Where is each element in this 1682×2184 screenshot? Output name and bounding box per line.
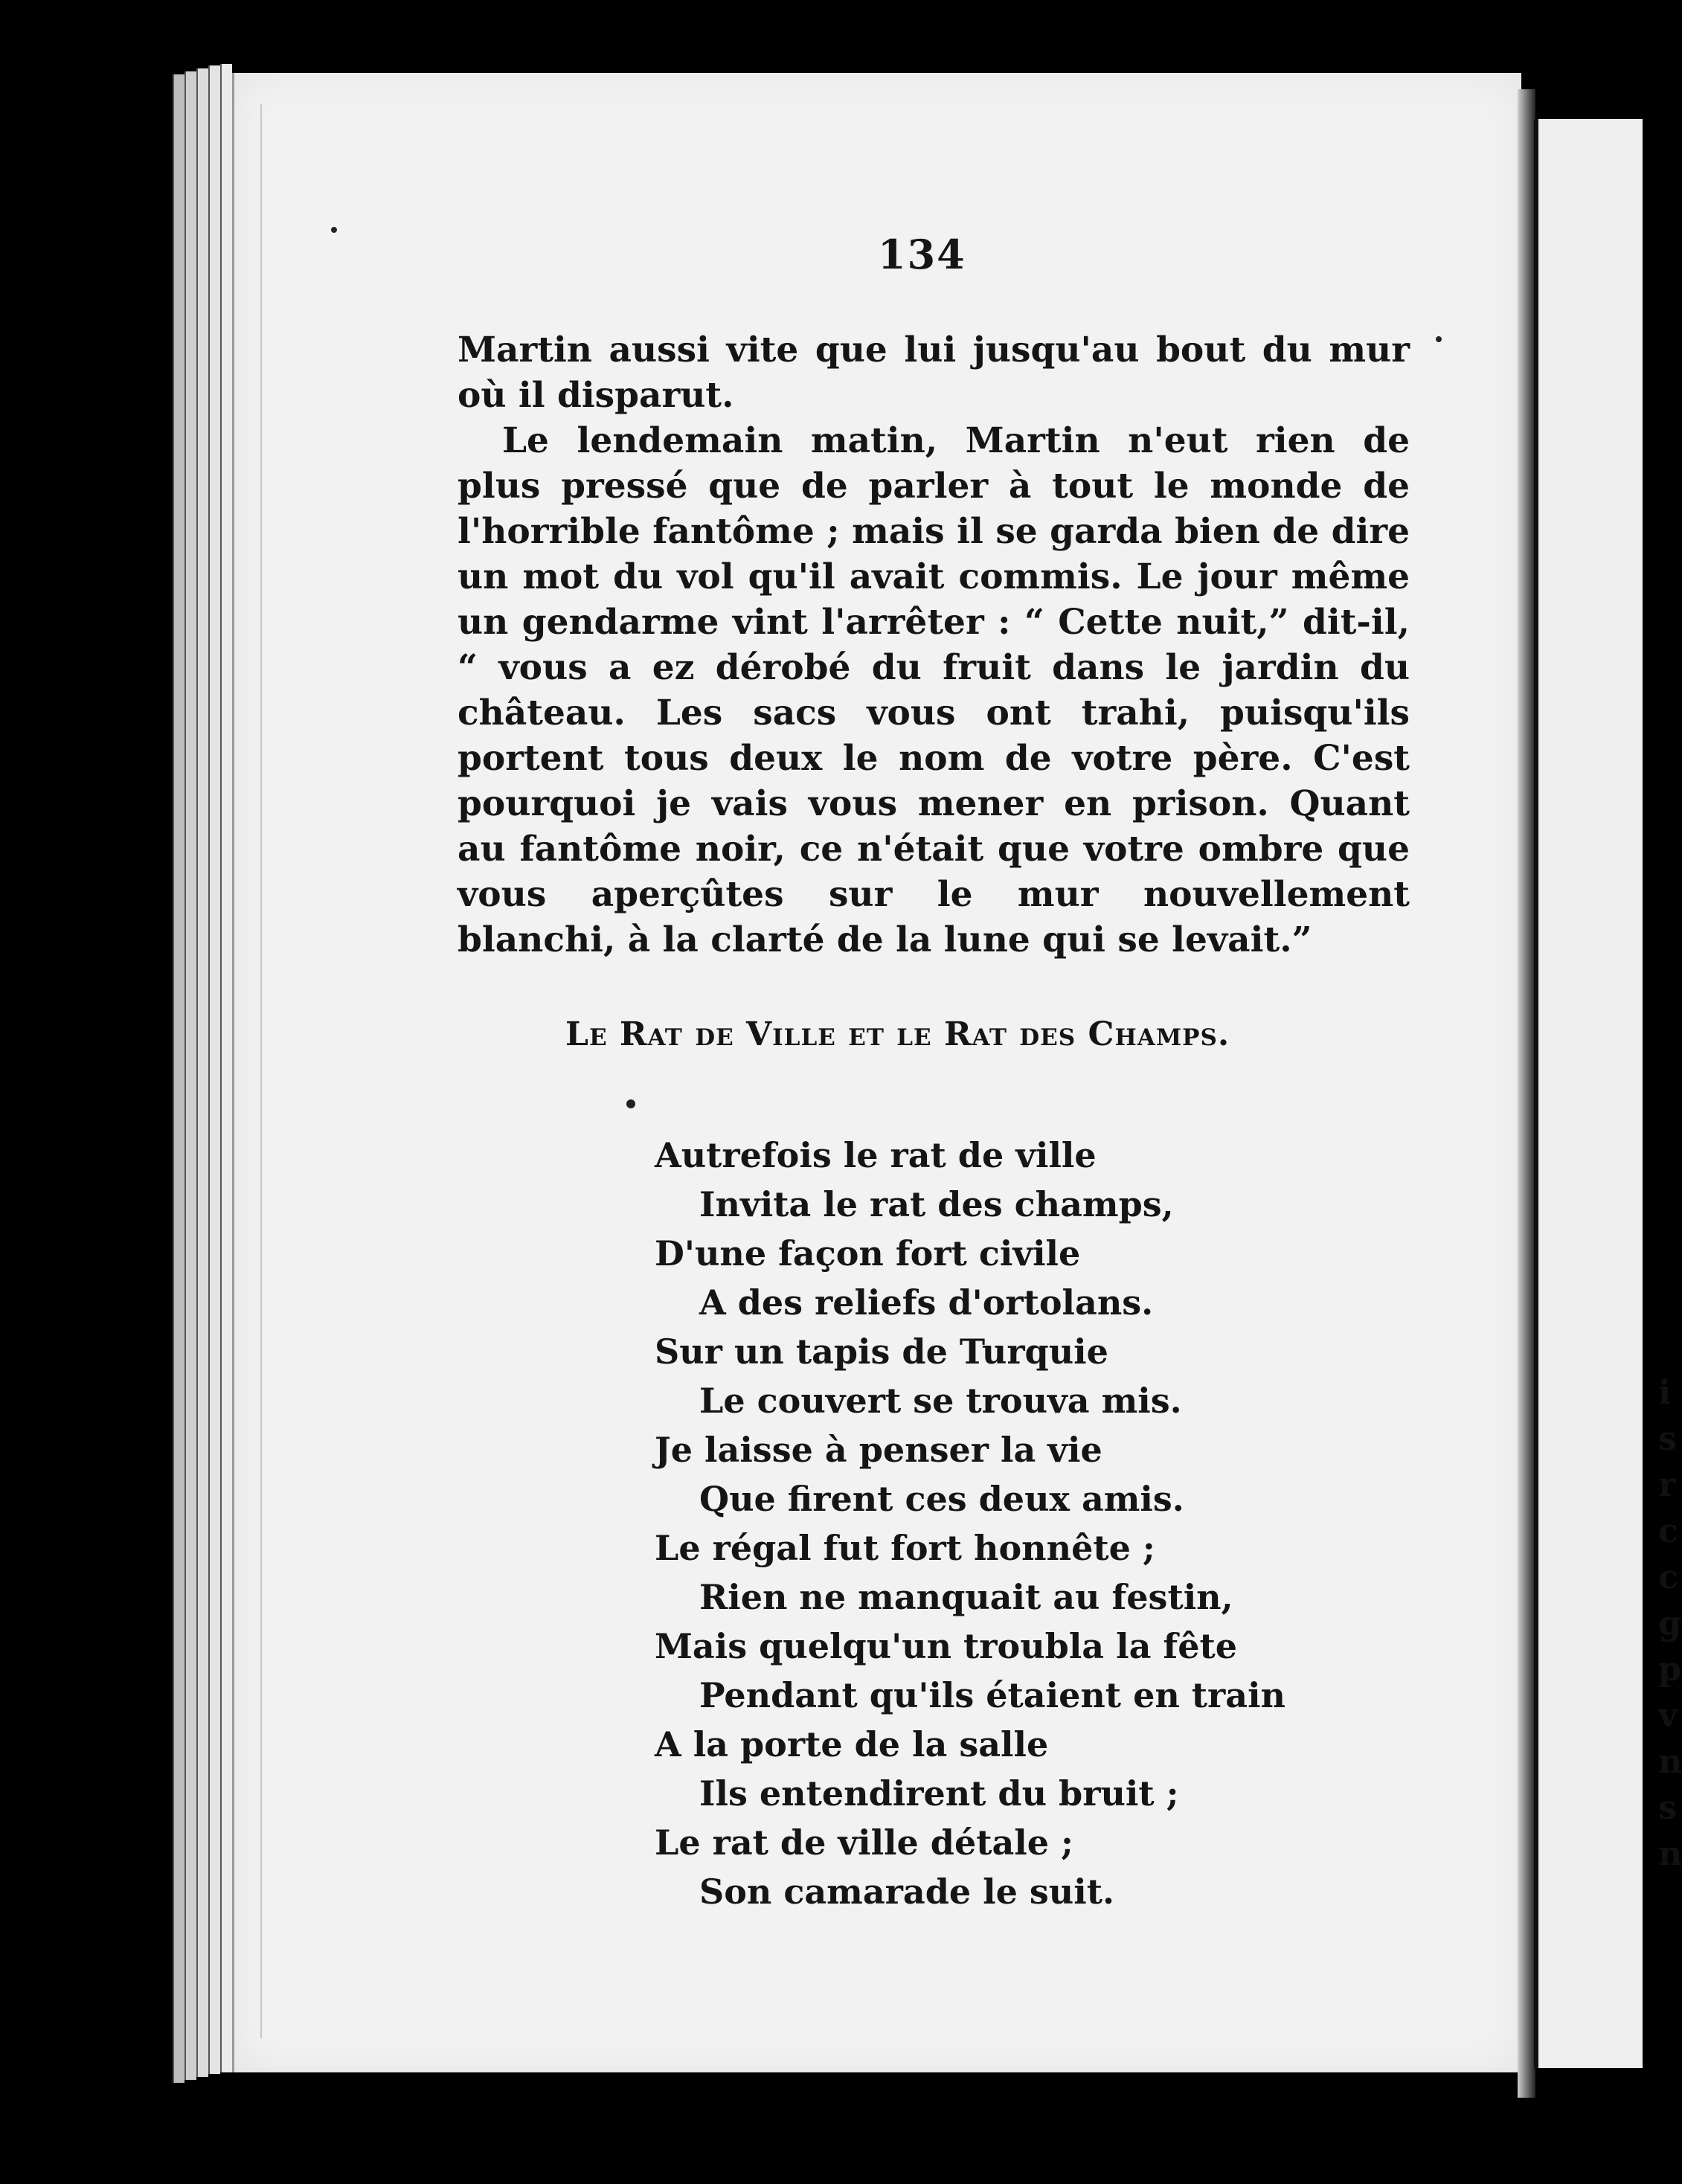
ink-speck: [1436, 336, 1442, 342]
verse-line: Pendant qu'ils étaient en train: [699, 1675, 1285, 1715]
verse-line: Je laisse à penser la vie: [655, 1430, 1102, 1470]
poem: [655, 1131, 1285, 1916]
facing-letter: s: [1658, 1789, 1678, 1827]
verse-line: Autrefois le rat de ville: [655, 1135, 1097, 1175]
verse-line: Ils entendirent du bruit ;: [699, 1773, 1179, 1814]
verse-line: A la porte de la salle: [655, 1724, 1049, 1764]
page-edge: [208, 65, 220, 2074]
page-edge: [196, 68, 208, 2077]
facing-letter: r: [1658, 1466, 1676, 1504]
facing-letter: s: [1658, 1420, 1678, 1458]
facing-letter: n: [1658, 1743, 1682, 1781]
facing-letter: i: [1658, 1374, 1671, 1412]
verse-line: Son camarade le suit.: [699, 1872, 1114, 1912]
facing-letter: p: [1658, 1651, 1682, 1689]
verse-line: Sur un tapis de Turquie: [655, 1332, 1108, 1372]
facing-letter: n: [1658, 1835, 1682, 1873]
facing-page-letters: [1613, 1324, 1682, 1924]
page-fold-line: [260, 104, 262, 2038]
prose-block: [458, 327, 1410, 963]
facing-letter: g: [1658, 1605, 1682, 1642]
paragraph: Le lendemain matin, Martin n'eut rien de plus pressé que de parler à tout le monde de l'horrible fantôme ; mais il se garda bien de dire un mot du vol qu'il avait commis. Le jour même un gendarme vint l'arrêter : “ Cette nuit,” dit-il, “ vous a ez dérobé du fruit dans le jardin du château. Les sacs vous ont trahi, puisqu'ils portent tous deux le nom de votre père. C'est pourquoi je vais vous mener en prison. Quant au fantôme noir, ce n'était que votre ombre que vous aperçûtes sur le mur nouvellement blanchi, à la clarté de la lune qui se levait.”: [458, 420, 1410, 960]
verse-line: A des reliefs d'ortolans.: [699, 1282, 1154, 1323]
paragraph: Martin aussi vite que lui jusqu'au bout du mur où il disparut.: [458, 330, 1410, 416]
verse-line: Le régal fut fort honnête ;: [655, 1528, 1155, 1568]
poem-title: Le Rat de Ville et le Rat des Champs.: [565, 1015, 1230, 1053]
page-edge: [184, 71, 196, 2080]
page-number: 134: [878, 231, 966, 278]
page-edge: [173, 74, 184, 2083]
page-edge: [220, 64, 232, 2072]
facing-letter: c: [1658, 1512, 1679, 1550]
verse-line: Le rat de ville détale ;: [655, 1822, 1074, 1863]
verse-line: Que firent ces deux amis.: [699, 1479, 1184, 1519]
ink-speck: [331, 227, 337, 233]
verse-line: D'une façon fort civile: [655, 1233, 1081, 1274]
facing-letter: c: [1658, 1558, 1679, 1596]
facing-letter: v: [1658, 1697, 1678, 1735]
verse-line: Le couvert se trouva mis.: [699, 1381, 1182, 1421]
ink-speck: [626, 1099, 635, 1108]
verse-line: Rien ne manquait au festin,: [699, 1577, 1233, 1617]
verse-line: Mais quelqu'un troubla la fête: [655, 1626, 1237, 1666]
book-gutter: [1518, 89, 1535, 2098]
verse-line: Invita le rat des champs,: [699, 1184, 1174, 1224]
